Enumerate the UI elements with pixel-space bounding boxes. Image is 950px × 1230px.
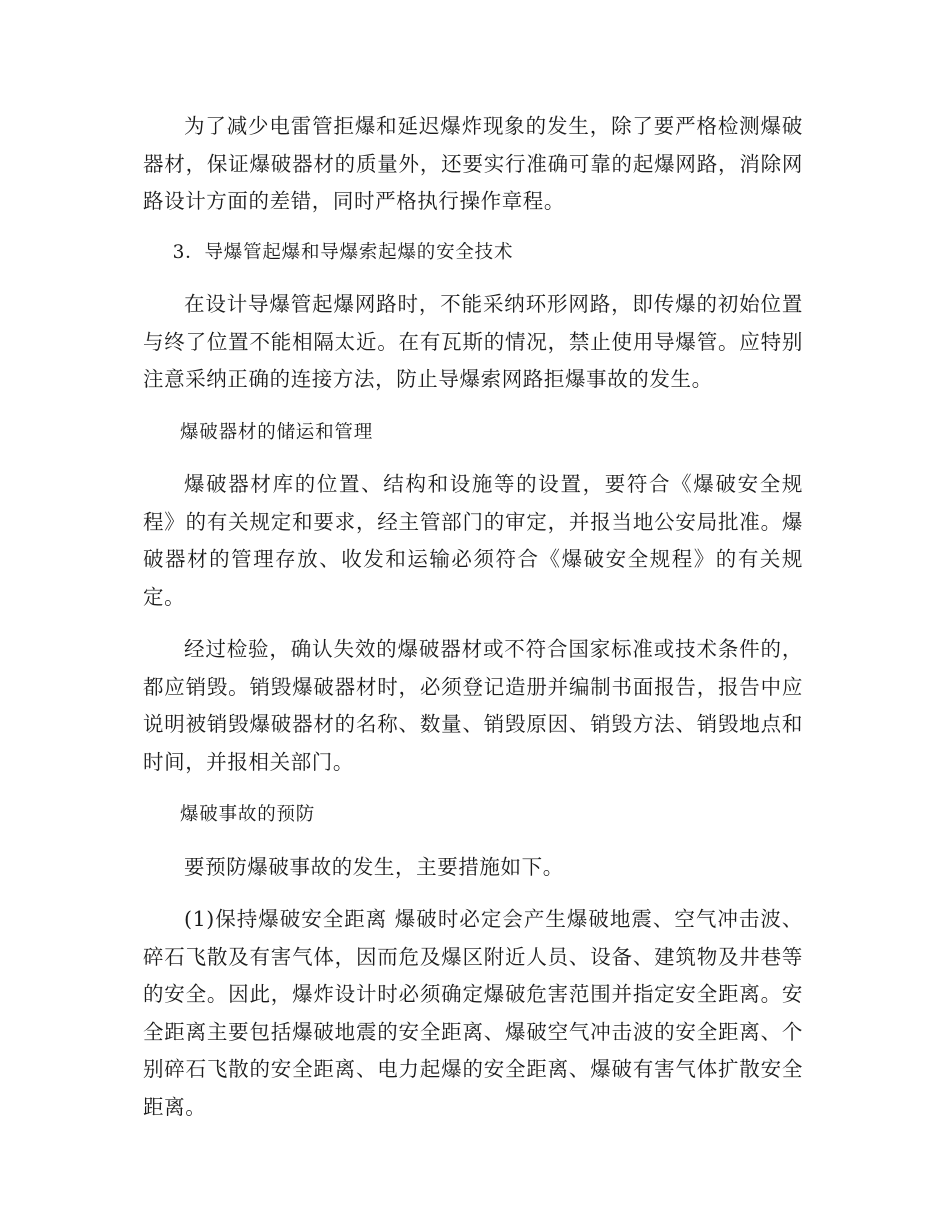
section-heading-detonating-tube-safety: 3．导爆管起爆和导爆索起爆的安全技术: [172, 241, 514, 263]
paragraph-safety-distance: (1)保持爆破安全距离 爆破时必定会产生爆破地震、空气冲击波、碎石飞散及有害气体，因而危及爆区附近人员、设备、建筑物及井巷等的安全。因此，爆炸设计时必须确定爆破危害范围并指定安全距离。安全距离主要包括爆破地震的安全距离、爆破空气冲击波的安全距离、个别碎石飞散的安全距离、电力起爆的安全距离、爆破有害气体扩散安全距离。: [143, 907, 803, 1119]
paragraph-prevention-intro: 要预防爆破事故的发生，主要措施如下。: [184, 854, 564, 879]
paragraph-electric-detonator-misfire: 为了减少电雷管拒爆和延迟爆炸现象的发生，除了要严格检测爆破器材，保证爆破器材的质量外，还要实行准确可靠的起爆网路，消除网路设计方面的差错，同时严格执行操作章程。: [143, 114, 803, 213]
paragraph-detonating-tube-network: 在设计导爆管起爆网路时，不能采纳环形网路，即传爆的初始位置与终了位置不能相隔太近。在有瓦斯的情况，禁止使用导爆管。应特别注意采纳正确的连接方法，防止导爆索网路拒爆事故的发生。: [143, 292, 803, 391]
document-page: [143, 108, 803, 1126]
section-heading-storage-management: 爆破器材的储运和管理: [180, 421, 374, 443]
section-heading-accident-prevention: 爆破事故的预防: [180, 804, 316, 825]
paragraph-destruction-procedure: 经过检验，确认失效的爆破器材或不符合国家标准或技术条件的，都应销毁。销毁爆破器材时，必须登记造册并编制书面报告，报告中应说明被销毁爆破器材的名称、数量、销毁原因、销毁方法、销毁地点和时间，并报相关部门。: [143, 637, 803, 774]
paragraph-storage-regulations: 爆破器材库的位置、结构和设施等的设置，要符合《爆破安全规程》的有关规定和要求，经主管部门的审定，并报当地公安局批准。爆破器材的管理存放、收发和运输必须符合《爆破安全规程》的有关规定。: [143, 472, 803, 609]
